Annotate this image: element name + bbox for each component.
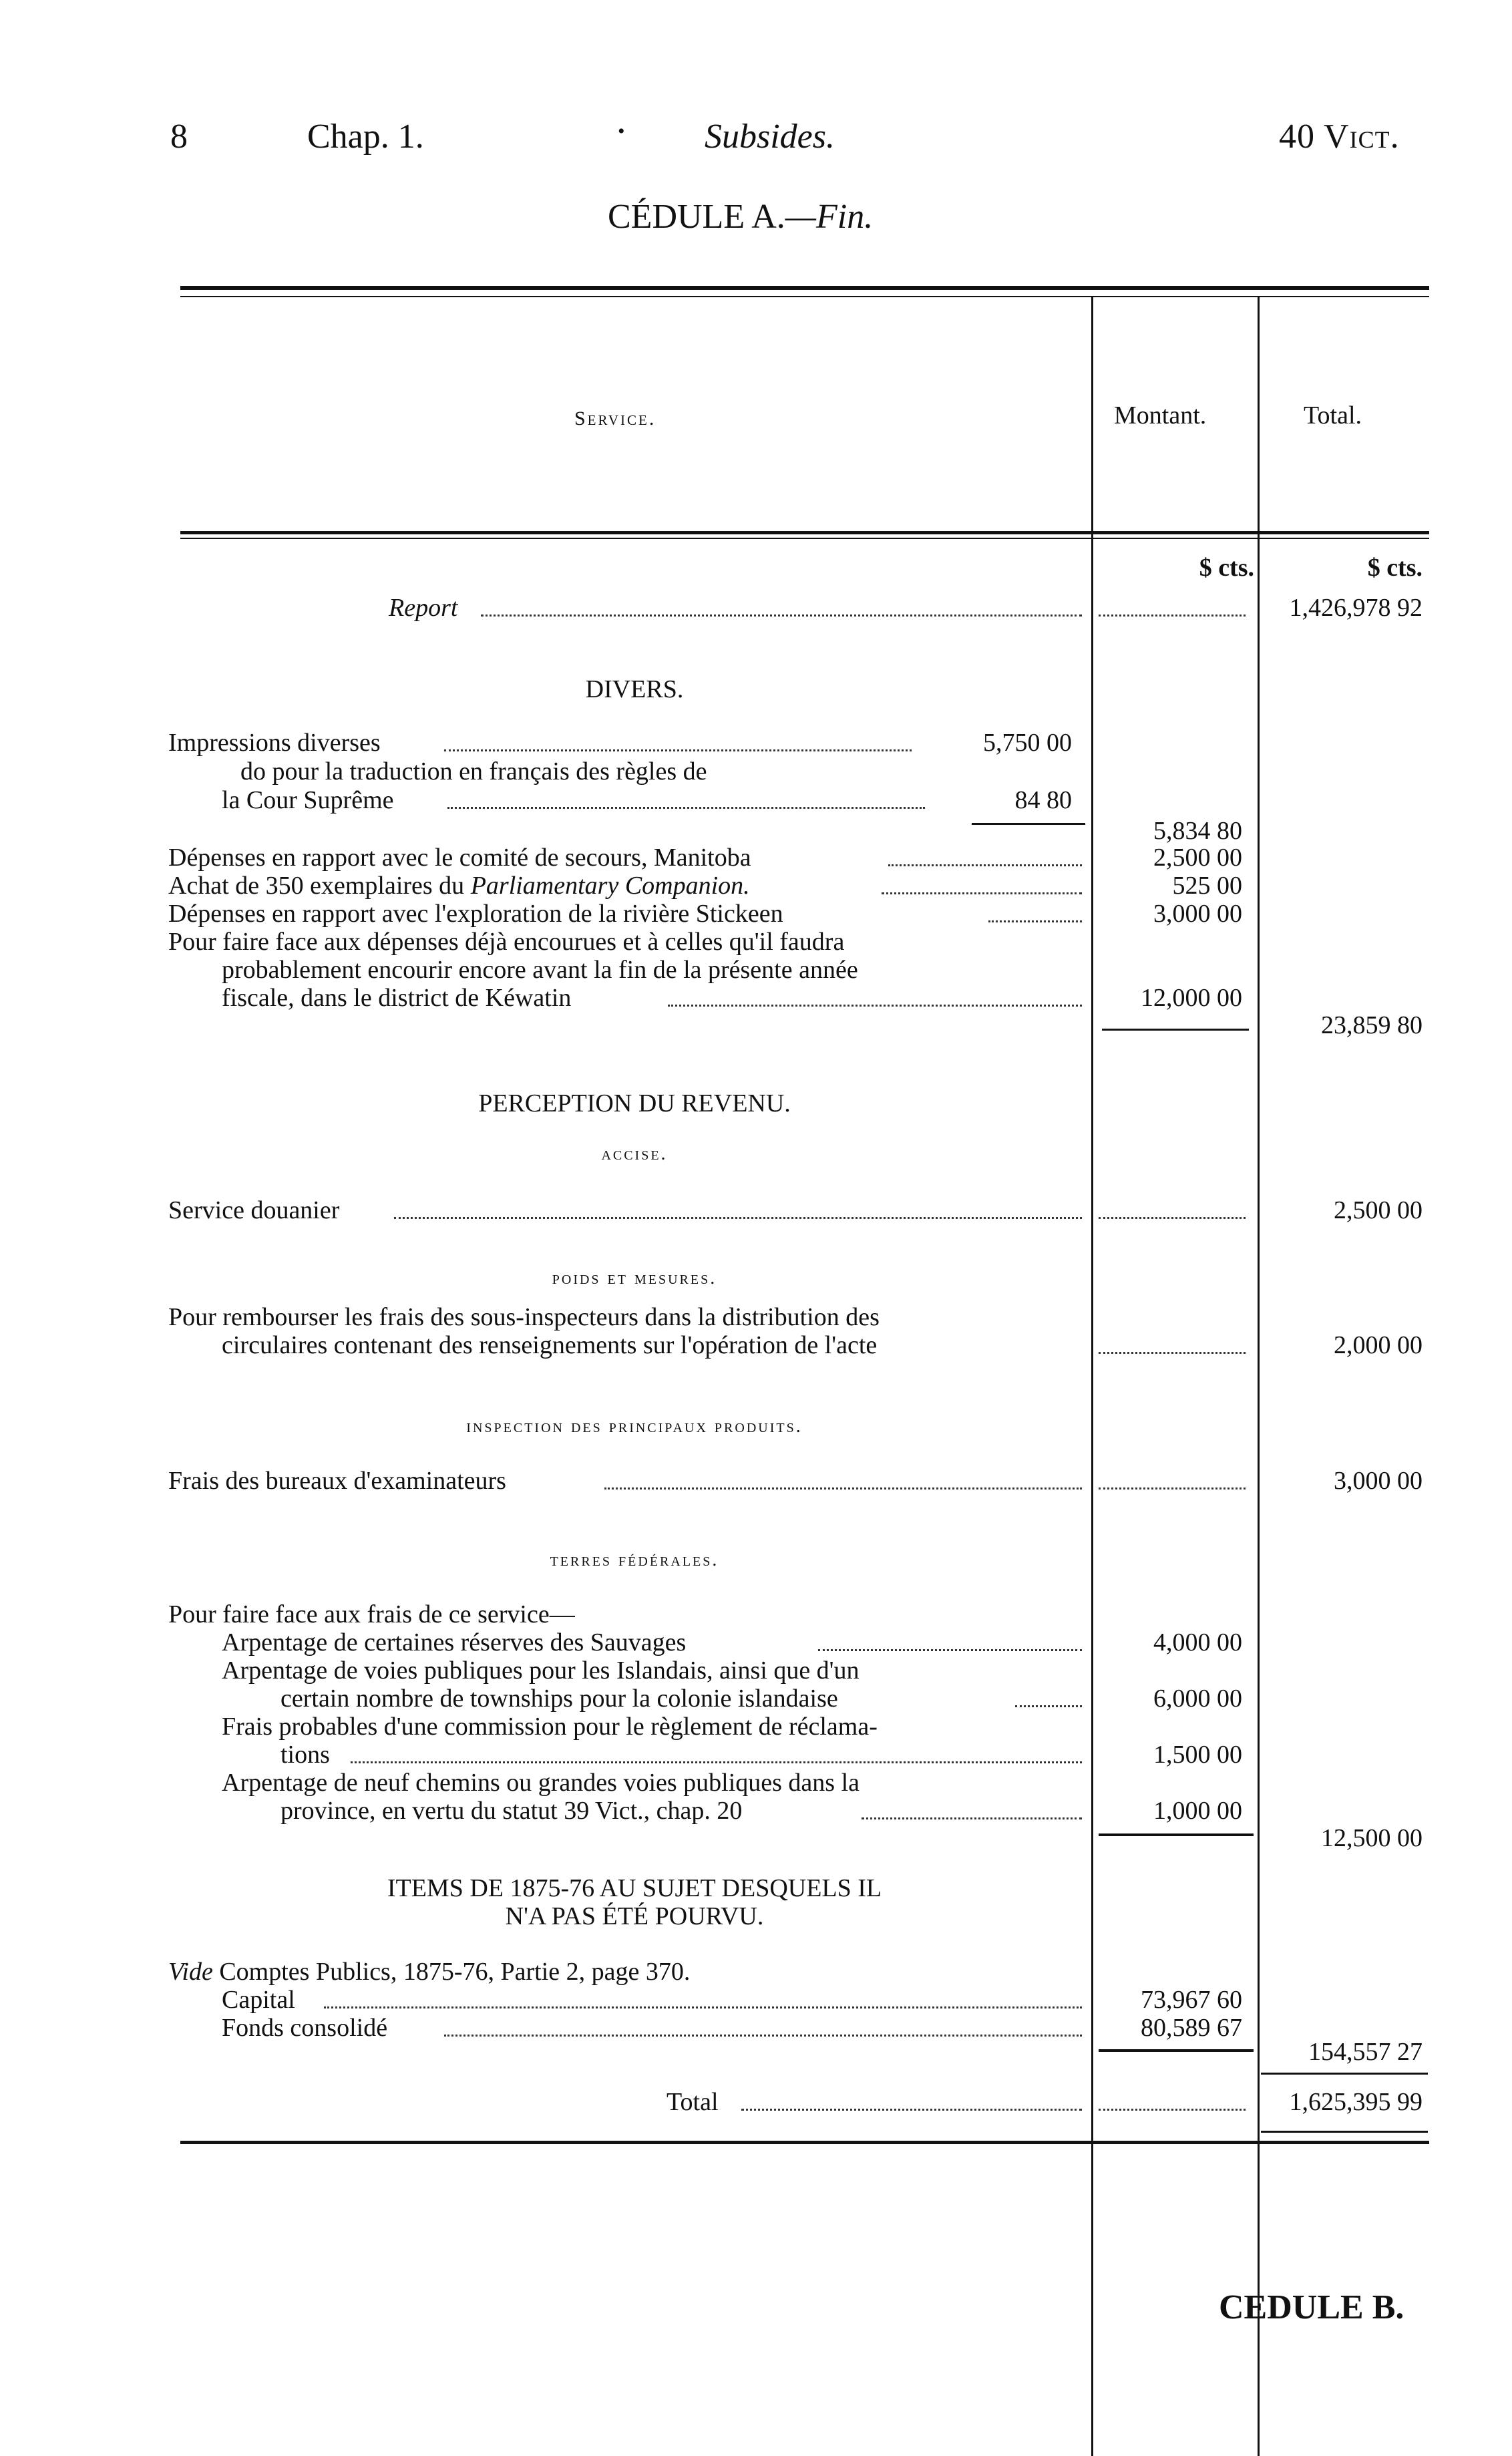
douane-label: Service douanier <box>168 1196 340 1224</box>
inspection-label: Frais des bureaux d'examinateurs <box>168 1467 506 1495</box>
divers-line5: Dépenses en rapport avec l'exploration de la rivière Stickeen <box>168 900 783 928</box>
divers-line6-c: fiscale, dans le district de Kéwatin <box>222 984 572 1012</box>
capital-amount: 73,967 60 <box>1141 1986 1242 2014</box>
divers-line1-label: Impressions diverses <box>168 729 381 757</box>
terres-line4-a: Arpentage de neuf chemins ou grandes voies publiques dans la <box>222 1769 860 1797</box>
bullet-mark: • <box>618 120 625 142</box>
terres-heading: terres fédérales. <box>550 1550 719 1570</box>
items-heading-2: N'A PAS ÉTÉ POURVU. <box>505 1902 764 1930</box>
poids-heading: poids et mesures. <box>552 1268 717 1288</box>
divers-line4-amount: 525 00 <box>1172 872 1242 900</box>
divers-line1-amount: 5,750 00 <box>983 729 1072 757</box>
divers-line6-a: Pour faire face aux dépenses déjà encourues et à celles qu'il faudra <box>168 928 845 956</box>
terres-line3-amount: 1,500 00 <box>1153 1741 1242 1769</box>
fonds-label: Fonds consolidé <box>222 2014 388 2042</box>
schedule-title: CÉDULE A.—Fin. <box>608 198 874 236</box>
terres-line3-a: Frais probables d'une commission pour le règlement de réclama- <box>222 1713 878 1741</box>
divers-line6-b: probablement encourir encore avant la fin de la présente année <box>222 956 858 984</box>
vide-reference: Vide Comptes Publics, 1875-76, Partie 2, page 370. <box>168 1958 691 1986</box>
running-title: Subsides. <box>705 118 835 156</box>
divers-heading: DIVERS. <box>585 675 684 703</box>
fonds-amount: 80,589 67 <box>1141 2014 1242 2042</box>
poids-line-a: Pour rembourser les frais des sous-inspecteurs dans la distribution des <box>168 1303 880 1331</box>
douane-total: 2,500 00 <box>1334 1196 1423 1224</box>
terres-line2-a: Arpentage de voies publiques pour les Islandais, ainsi que d'un <box>222 1656 860 1685</box>
capital-label: Capital <box>222 1986 295 2014</box>
terres-line2-b: certain nombre de townships pour la colonie islandaise <box>280 1685 838 1713</box>
next-schedule-label: CEDULE B. <box>1219 2288 1404 2326</box>
total-units: $ cts. <box>1367 554 1423 582</box>
divers-total: 23,859 80 <box>1321 1011 1423 1039</box>
grand-total-label: Total <box>667 2088 719 2116</box>
chapter-label: Chap. 1. <box>307 118 424 156</box>
terres-line1: Arpentage de certaines réserves des Sauvages <box>222 1628 687 1656</box>
report-total: 1,426,978 92 <box>1289 594 1423 622</box>
grand-total-value: 1,625,395 99 <box>1289 2088 1423 2116</box>
service-column-header: Service. <box>574 407 656 429</box>
page-number: 8 <box>170 118 188 156</box>
divers-subtotal: 5,834 80 <box>1153 817 1242 845</box>
divers-line3: Dépenses en rapport avec le comité de secours, Manitoba <box>168 844 751 872</box>
divers-line2-b: la Cour Suprême <box>222 786 394 814</box>
inspection-total: 3,000 00 <box>1334 1467 1423 1495</box>
terres-line4-b: province, en vertu du statut 39 Vict., chap. 20 <box>280 1797 743 1825</box>
poids-line-b: circulaires contenant des renseignements sur l'opération de l'acte <box>222 1331 878 1359</box>
divers-line6-amount: 12,000 00 <box>1141 984 1242 1012</box>
terres-intro: Pour faire face aux frais de ce service— <box>168 1600 575 1628</box>
items-heading-1: ITEMS DE 1875-76 AU SUJET DESQUELS IL <box>387 1874 882 1902</box>
terres-line4-amount: 1,000 00 <box>1153 1797 1242 1825</box>
montant-column-header: Montant. <box>1114 401 1207 429</box>
regnal-year: 40 Vict. <box>1279 118 1400 156</box>
montant-units: $ cts. <box>1199 554 1254 582</box>
items-total: 154,557 27 <box>1308 2038 1423 2066</box>
terres-line3-b: tions <box>280 1741 330 1769</box>
total-column-header: Total. <box>1304 401 1362 429</box>
terres-line1-amount: 4,000 00 <box>1153 1628 1242 1656</box>
terres-line2-amount: 6,000 00 <box>1153 1685 1242 1713</box>
perception-heading: PERCEPTION DU REVENU. <box>478 1089 791 1117</box>
inspection-heading: inspection des principaux produits. <box>466 1416 803 1437</box>
divers-line4: Achat de 350 exemplaires du Parliamentary Companion. <box>168 872 750 900</box>
report-label: Report <box>389 594 458 622</box>
divers-line2-amount: 84 80 <box>1014 786 1072 814</box>
divers-line3-amount: 2,500 00 <box>1153 844 1242 872</box>
terres-total: 12,500 00 <box>1321 1824 1423 1852</box>
poids-total: 2,000 00 <box>1334 1331 1423 1359</box>
divers-line5-amount: 3,000 00 <box>1153 900 1242 928</box>
accise-heading: accise. <box>601 1144 668 1164</box>
divers-line2-a: do pour la traduction en français des règles de <box>240 757 707 785</box>
